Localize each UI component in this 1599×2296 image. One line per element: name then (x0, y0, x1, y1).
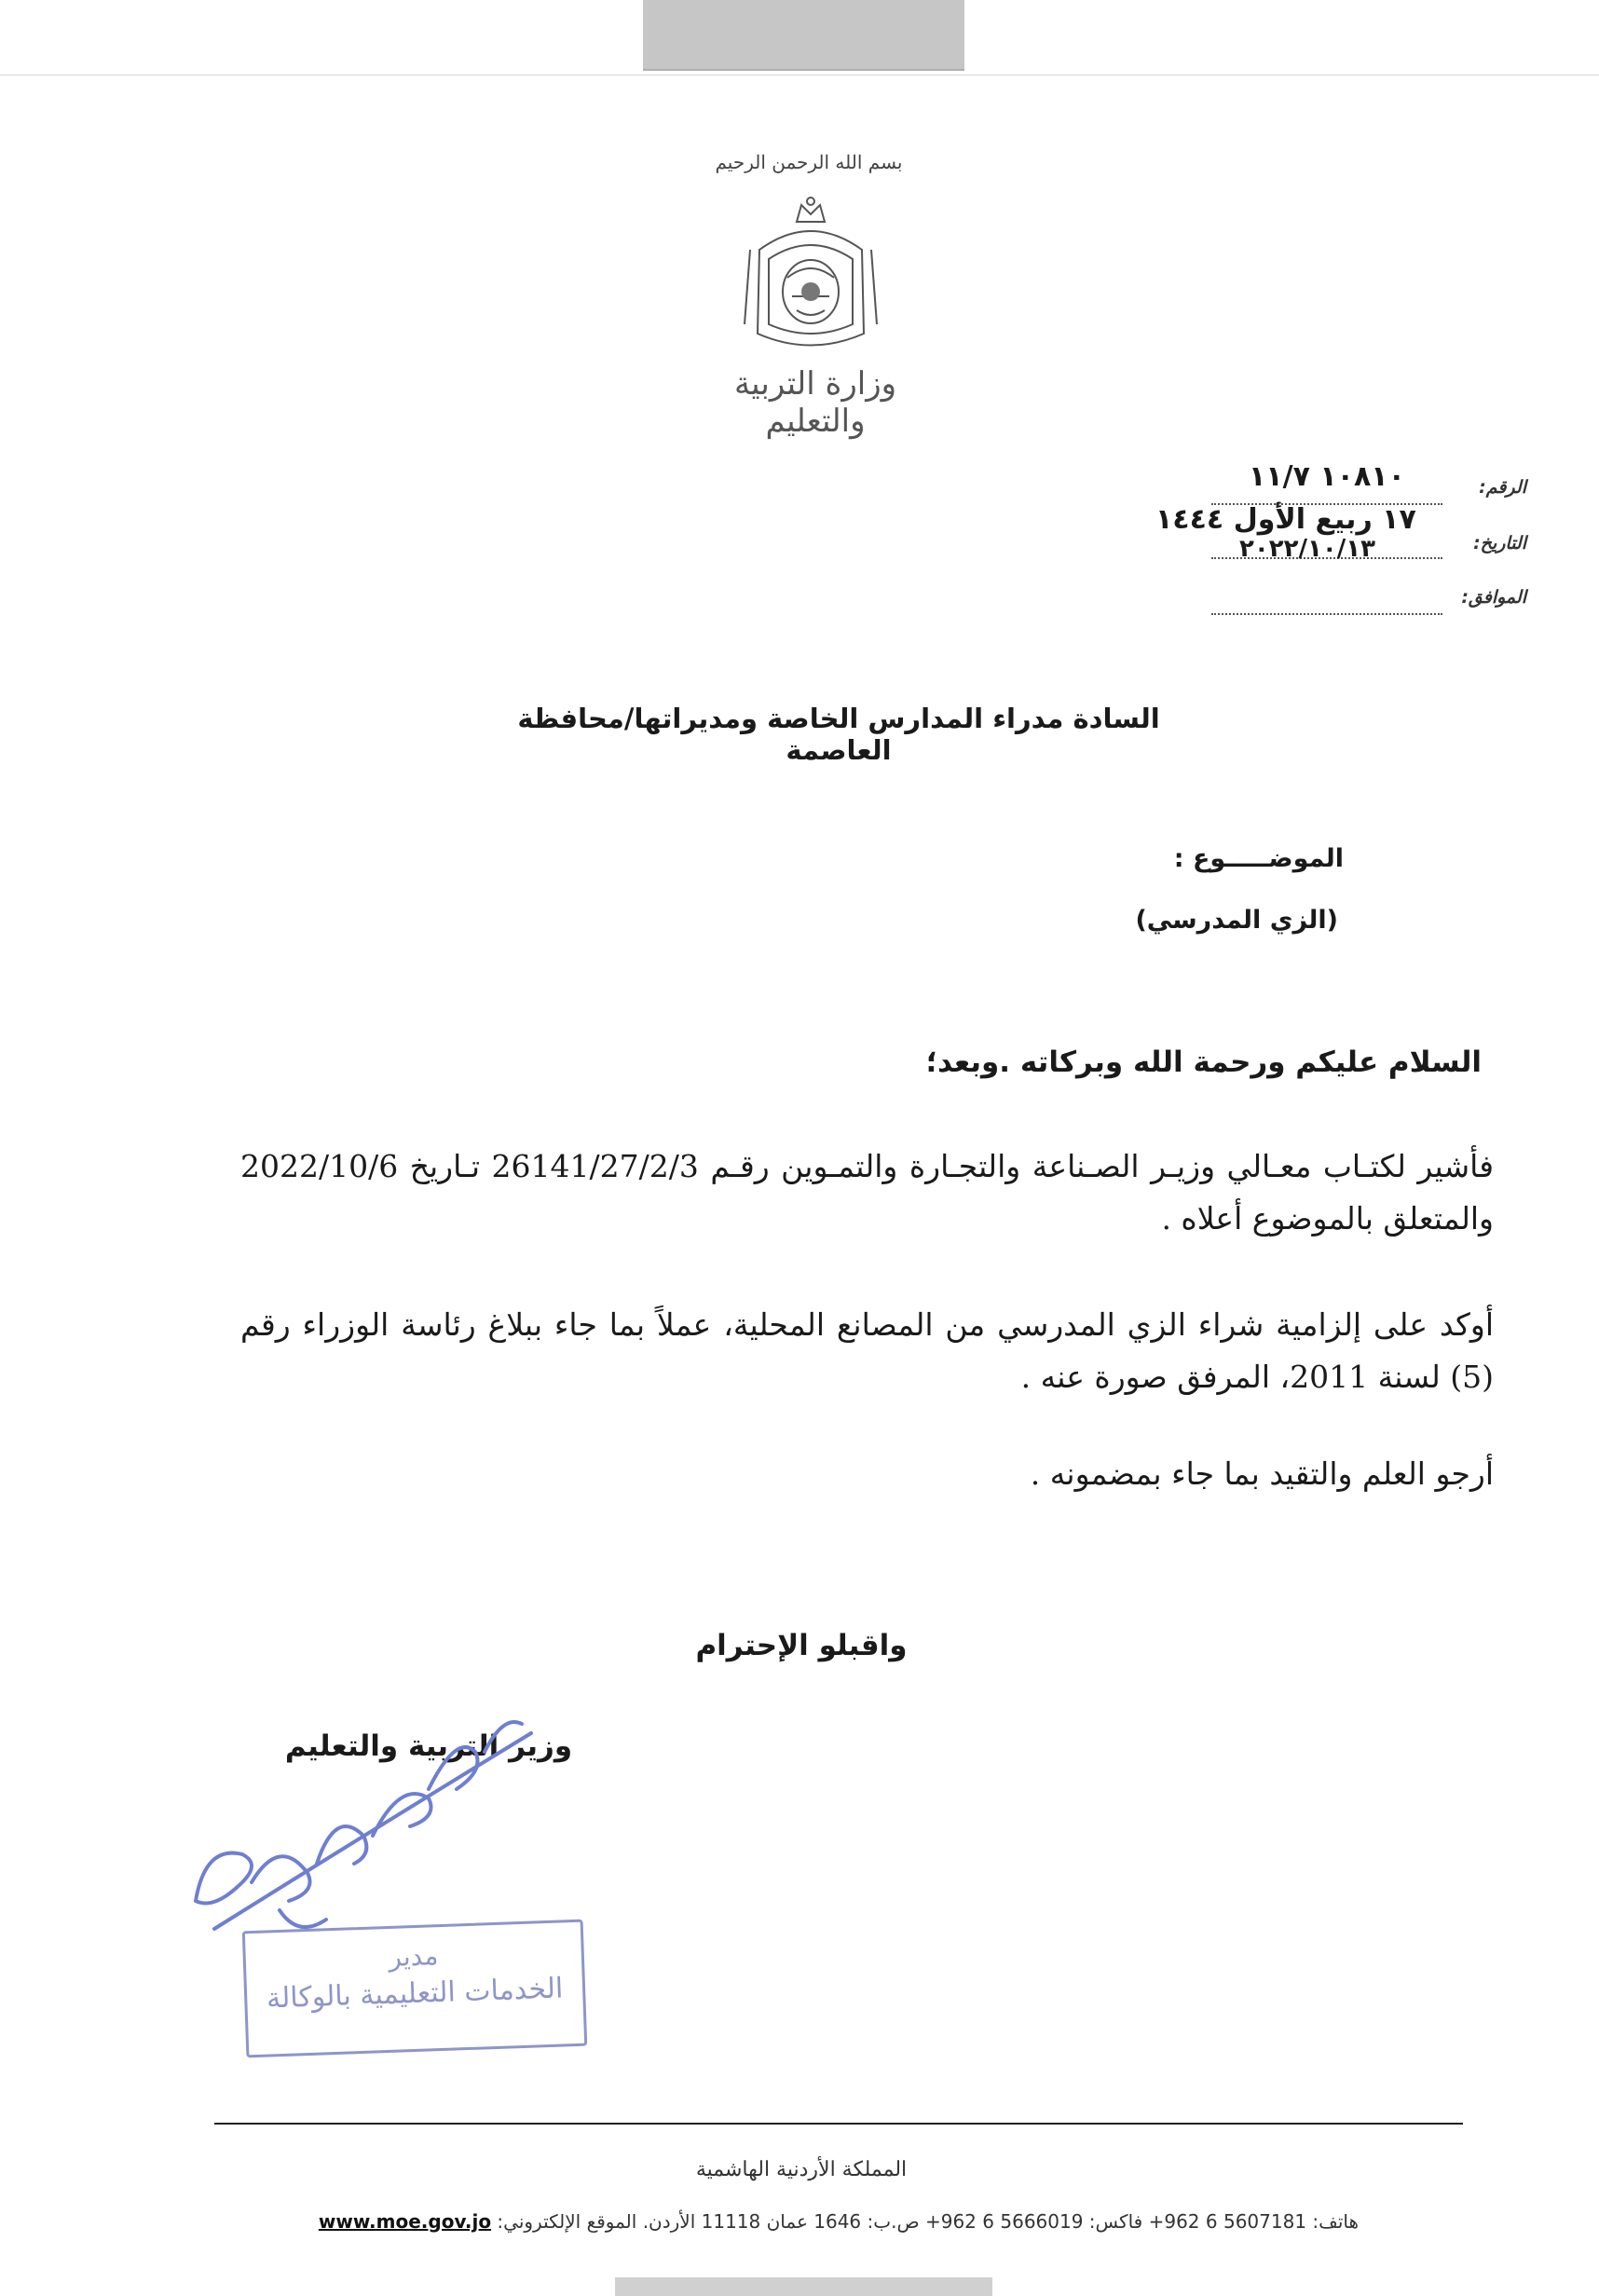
official-stamp (242, 1920, 588, 2058)
stamp-department: الخدمات التعليمية بالوكالة (266, 1972, 564, 2016)
stamp-title: مدير (388, 1940, 439, 1973)
subject-text: (الزي المدرسي) (1135, 906, 1338, 935)
signatory-title: وزير التربية والتعليم (284, 1729, 573, 1763)
date-label: التاريخ: (1473, 533, 1526, 554)
number-value: ١٠٨١٠ ١١/٧ (1249, 460, 1405, 493)
footer-contact-text: هاتف: 5607181 6 962+ فاكس: 5666019 6 962+ ص.ب: 1646 عمان 11118 الأردن. الموقع الإلكتروني: (497, 2210, 1360, 2233)
closing-line: واقبلو الإحترام (695, 1629, 908, 1662)
jordan-crest-emblem (741, 194, 881, 363)
bismillah-header: بسم الله الرحمن الرحيم (715, 151, 903, 173)
footer-contact (280, 2210, 1398, 2233)
footer-divider (214, 2123, 1463, 2125)
date-hijri-value: ١٧ ربيع الأول ١٤٤٤ (1155, 503, 1416, 536)
corresponding-label: الموافق: (1461, 587, 1526, 608)
subject-label: الموضـــــوع : (1173, 844, 1344, 873)
scan-artifact-bottom (615, 2277, 992, 2296)
ministry-logo-text: وزارة التربية والتعليم (733, 365, 897, 440)
scan-artifact-top (643, 0, 964, 71)
body-paragraph-2: أوكد على إلزامية شراء الزي المدرسي من المصانع المحلية، عملاً بما جاء ببلاغ رئاسة الوزراء رقم (5) لسنة 2011، المرفق صورة عنه . (240, 1306, 1494, 1395)
footer-website-link[interactable]: www.moe.gov.jo (318, 2210, 492, 2233)
corresponding-dotted-line (1211, 613, 1442, 615)
greeting-line: السلام عليكم ورحمة الله وبركاته .وبعد؛ (925, 1046, 1482, 1079)
footer-kingdom: المملكة الأردنية الهاشمية (695, 2158, 908, 2181)
body-paragraph-3: أرجو العلم والتقيد بما جاء بمضمونه . (1030, 1456, 1494, 1492)
addressee-line: السادة مدراء المدارس الخاصة ومديراتها/محافظة العاصمة (517, 703, 1160, 766)
number-label: الرقم: (1479, 477, 1526, 498)
body-paragraph-1: فأشير لكتـاب معـالي وزيـر الصـناعة والتجـارة والتمـوين رقـم 26141/27/2/3 تـاريخ 2022/10/6 والمتعلق بالموضوع أعلاه . (240, 1148, 1494, 1237)
date-gregorian-value: ٢٠٢٢/١٠/١٣ (1239, 535, 1375, 563)
